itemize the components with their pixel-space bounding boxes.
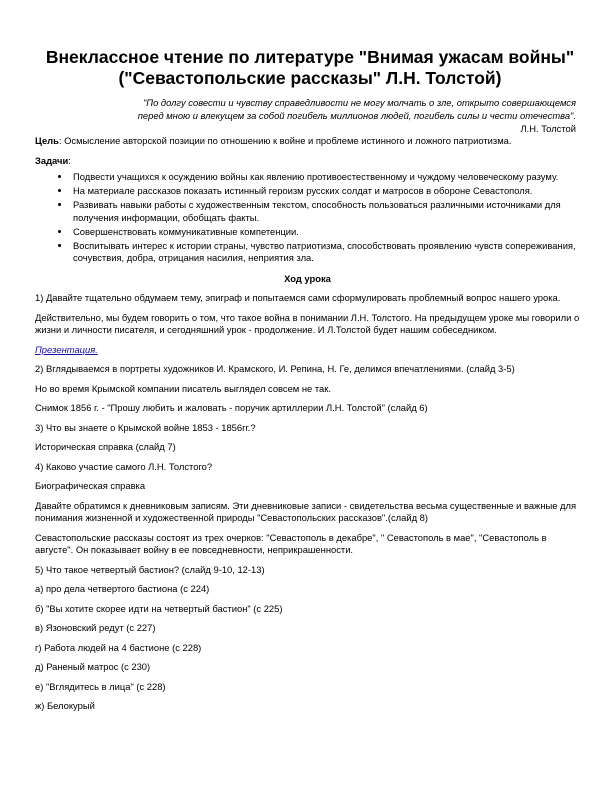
paragraph-10: Давайте обратимся к дневниковым записям. Эти дневниковые записи - свидетельства весьма существенные и важные для понимания жизненной и художественной природы "Севастопольских рассказов".(слайд 8) [35,499,577,523]
paragraph-12: 5) Что такое четвертый бастион? (слайд 9-10, 12-13) [35,563,265,575]
epigraph [56,96,576,135]
tasks-label: Задачи [35,154,69,166]
paragraph-3: 2) Вглядываемся в портреты художников И. Крамского, И. Репина, Н. Ге, делимся впечатлениями. (слайд 3-5) [35,363,515,374]
item-zh: ж) Белокурый [35,700,95,711]
epigraph-author: Л.Н. Толстой [520,123,576,134]
page-title: Внеклассное чтение по литературе "Внимая ужасам войны" ("Севастопольские рассказы" Л.Н. Толстой) [45,47,575,88]
paragraph-9: Биографическая справка [35,480,146,491]
paragraph-6: 3) Что вы знаете о Крымской войне 1853 - 1856гг.? [35,421,256,433]
paragraph-11: Севастопольские рассказы состоят из трех очерков: "Севастополь в декабре", " Севастополь в мае", "Севастополь в августе". Он показывает войну в ее повседневности, неприкрашенности. [35,531,547,555]
tasks-heading: Задачи: [35,154,71,166]
document-body [35,135,580,720]
paragraph-8: 4) Каково участие самого Л.Н. Толстого? [35,460,213,472]
paragraph-5: Снимок 1856 г. - "Прошу любить и жаловать - поручик артиллерии Л.Н. Толстой" (слайд 6) [35,402,428,413]
presentation-link[interactable]: Презентация. [35,343,98,355]
item-v: в) Язоновский редут (с 227) [35,622,156,633]
goal-text: : Осмысление авторской позиции по отношению к войне и проблеме истинного и ложного патриотизма. [58,135,512,146]
paragraph-1: 1) Давайте тщательно обдумаем тему, эпиграф и попытаемся сами сформулировать проблемный вопрос нашего урока. [35,292,561,303]
epigraph-line-1: "По долгу совести и чувству справедливости не могу молчать о зле, открыто совершающемся [142,97,576,108]
item-d: д) Раненый матрос (с 230) [35,661,151,672]
goal-label: Цель [35,135,59,146]
epigraph-line-2: перед мною и влекущем за собой погибель миллионов людей, погибель силы и чести отечества". [137,110,576,121]
presentation-paragraph [35,344,580,357]
item-e: е) "Вглядитесь в лица" (с 228) [35,680,166,692]
lesson-heading: Ход урока [284,272,331,284]
tasks-list [35,171,580,265]
list-item: • Совершенствовать коммуникативные компетенции. [71,226,580,239]
goal-paragraph [35,135,580,148]
list-item: • Подвести учащихся к осуждению войны как явлению противоестественному и чуждому человеческому разуму. [71,171,580,184]
paragraph-7: Историческая справка (слайд 7) [35,441,176,452]
list-item: • Развивать навыки работы с художественным текстом, способность пользоваться различными источниками для получения информации, обобщать факты. [71,199,580,224]
list-item: • Воспитывать интерес к истории страны, чувство патриотизма, способствовать проявлению чувств сопереживания, сочувствия, добра, отрицания насилия, неприятия зла. [71,240,580,265]
list-item: • На материале рассказов показать истинный героизм русских солдат и матросов в обороне Севастополя. [71,185,580,198]
item-a: а) про дела четвертого бастиона (с 224) [35,583,210,594]
item-g: г) Работа людей на 4 бастионе (с 228) [35,641,202,653]
item-b: б) "Вы хотите скорее идти на четвертый бастион" (с 225) [35,602,283,614]
paragraph-4: Но во время Крымской компании писатель выглядел совсем не так. [35,382,331,394]
paragraph-2: Действительно, мы будем говорить о том, что такое война в понимании Л.Н. Толстого. На предыдущем уроке мы говорили о жизни и личности писателя, и сегодняшний урок - продолжение. И Л.Толстой будет нашим собеседником. [35,311,580,335]
